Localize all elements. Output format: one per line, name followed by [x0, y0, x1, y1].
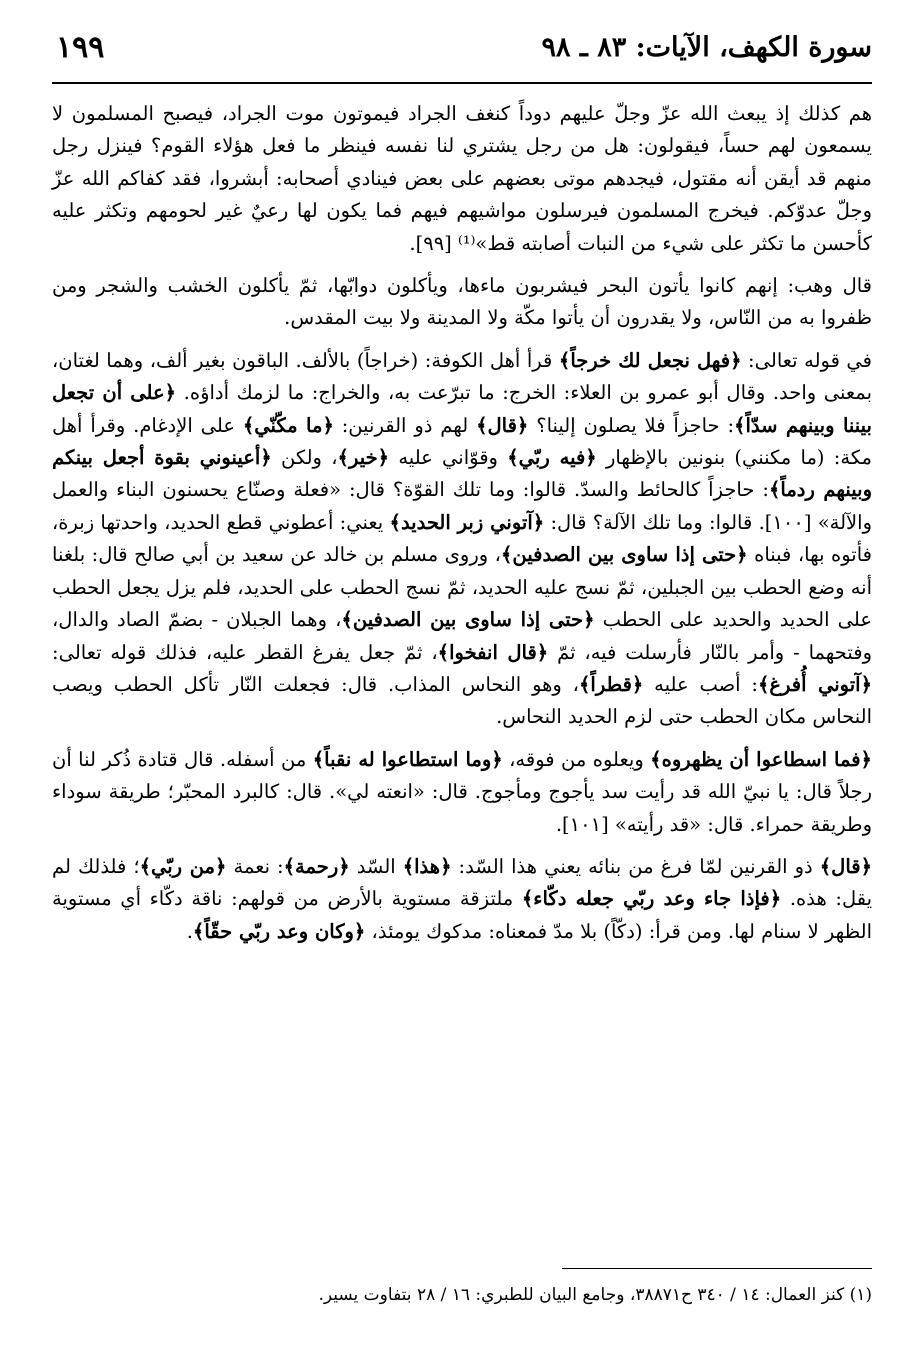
paragraph — [52, 744, 872, 841]
paragraph-text: وقوّاني عليه — [389, 446, 508, 470]
paragraph-text: هم كذلك إذ يبعث الله عزّ وجلّ عليهم دوداً كنغف الجراد فيموتون موت الجراد، فيصبح المسلمون لا يسمعون لهم حساً، فيقولون: هل من رجل يشتري لنا نفسه فينظر ما فعل هؤلاء القوم؟ فينزل رجل منهم قد أيقن أنه مقتول، فيجدهم موتى بعضهم على بعض فينادي أصحابه: أبشروا، فقد كفاكم الله عزّ وجلّ عدوّكم. فيخرج المسلمون فيرسلون مواشيهم فيهم فما يكون لها رعيٌ غير لحومهم وتكثر عليه كأحسن ما تكثر على شيء من النبات أصابته قط»⁽¹⁾ [٩٩]. — [52, 102, 872, 255]
paragraph-text: السّد — [349, 854, 403, 878]
paragraph-text: ، ولكن — [271, 446, 338, 470]
quran-quote: ﴿قال﴾ — [819, 854, 873, 878]
main-text — [52, 98, 872, 948]
quran-quote: ﴿رحمة﴾ — [283, 854, 350, 878]
quran-quote: ﴿وكان وعد ربّي حقّاً﴾ — [192, 919, 366, 943]
quran-quote: ﴿قال انفخوا﴾ — [437, 640, 549, 664]
quran-quote: ﴿هذا﴾ — [402, 854, 452, 878]
paragraph-text: في قوله تعالى: — [741, 348, 872, 372]
paragraph — [52, 98, 872, 260]
quran-quote: ﴿ما مكّنّي﴾ — [242, 413, 334, 437]
paragraph-text: قال وهب: إنهم كانوا يأتون البحر فيشربون ماءها، ويأكلون دوابّها، ثمّ يأكلون الخشب والشجر ومن ظفروا به من النّاس، ولا يقدرون أن يأتوا مكّة ولا المدينة ولا بيت المقدس. — [52, 274, 872, 330]
surah-title: سورة الكهف، الآيات: ٨٣ ـ ٩٨ — [541, 32, 872, 63]
paragraph-text: ؛ فلذلك لم يقل: هذه. — [52, 854, 873, 911]
footnote: (١) كنز العمال: ١٤ / ٣٤٠ ح٣٨٨٧١، وجامع البيان للطبري: ١٦ / ٢٨ بتفاوت يسير. — [318, 1285, 872, 1305]
paragraph — [52, 851, 872, 948]
paragraph-text: . — [186, 919, 193, 943]
paragraph-text: ، وهما الجبلان - بضمّ الصاد والدال، وفتحهما - وأمر بالنّار فأرسلت فيه، ثمّ — [52, 608, 872, 664]
quran-quote: ﴿فهل نجعل لك خرجاً﴾ — [558, 348, 742, 372]
paragraph-text: : أصب عليه — [643, 672, 758, 696]
paragraph-text: يعني: أعطوني قطع الحديد، واحدتها زبرة، فأتوه بها، فبناه — [52, 510, 872, 567]
paragraph-text: ويعلوه من فوقه، — [502, 747, 651, 771]
paragraph-text: ، وهو النحاس المذاب. قال: فجعلت النّار تأكل الحطب ويصب النحاس مكان الحطب حتى لزم الحديد النحاس. — [52, 672, 872, 729]
paragraph-text: لهم ذو القرنين: — [333, 413, 477, 437]
quran-quote: ﴿قطراً﴾ — [578, 672, 644, 696]
paragraph-text: على الإدغام. وقرأ أهل مكة: (ما مكنني) بنونين بالإظهار — [52, 413, 872, 470]
page-number: ١٩٩ — [56, 30, 105, 65]
paragraph-text: قرأ أهل الكوفة: (خراجاً) بالألف. الباقون بغير ألف، وهما لغتان، بمعنى واحد. وقال أبو عمرو بن العلاء: الخرج: ما تبرّعت به، والخراج: ما لزمك أداؤه. — [52, 348, 872, 405]
running-header — [52, 30, 872, 84]
paragraph — [52, 270, 872, 335]
paragraph-text: : حاجزاً فلا يصلون إلينا؟ — [528, 413, 735, 437]
paragraph-text: : حاجزاً كالحائط والسدّ. قالوا: وما تلك القوّة؟ قال: «فعلة وصنّاع يحسنون البناء والعمل والآلة» [١٠٠]. قالوا: وما تلك الآلة؟ قال: — [52, 478, 873, 534]
quran-quote: ﴿فإذا جاء وعد ربّي جعله دكّاء﴾ — [521, 887, 782, 911]
quran-quote: ﴿خير﴾ — [337, 446, 390, 470]
paragraph-text: ذو القرنين لمّا فرغ من بنائه يعني هذا السّد: — [451, 854, 820, 878]
quran-quote: ﴿آتوني أُفرغ﴾ — [757, 672, 872, 696]
quran-quote: ﴿قال﴾ — [476, 413, 529, 437]
quran-quote: ﴿أعينوني بقوة أجعل بينكم وبينهم ردماً﴾ — [52, 446, 872, 502]
quran-quote: ﴿من ربّي﴾ — [139, 854, 227, 878]
paragraph-text: ملتزقة مستوية بالأرض من قولهم: ناقة دكّاء أي مستوية الظهر لا سنام لها. ومن قرأ: (دكّاً) بلا مدّ فمعناه: مدكوك يومئذ، — [52, 887, 872, 943]
book-page — [52, 30, 872, 1350]
quran-quote: ﴿حتى إذا ساوى بين الصدفين﴾ — [500, 543, 748, 567]
paragraph — [52, 345, 872, 734]
paragraph-text: ، وروى مسلم بن خالد عن سعيد بن أبي صالح قال: بلغنا أنه وضع الحطب بين الجبلين، ثمّ نسج عليه الحديد، ثمّ نسج الحطب على الحديد، فلم يزل يجعل الحطب على الحديد والحديد على الحطب — [52, 543, 873, 632]
paragraph-text: ، ثمّ جعل يفرغ القطر عليه، فذلك قوله تعالى: — [52, 640, 438, 664]
quran-quote: ﴿فيه ربّي﴾ — [507, 446, 597, 470]
quran-quote: ﴿حتى إذا ساوى بين الصدفين﴾ — [341, 608, 595, 632]
quran-quote: ﴿آتوني زبر الحديد﴾ — [389, 510, 545, 534]
quran-quote: ﴿وما استطاعوا له نقباً﴾ — [312, 747, 503, 771]
paragraph-text: من أسفله. قال قتادة ذُكر لنا أن رجلاً قال: يا نبيّ الله قد رأيت سد يأجوج ومأجوج. قال: «انعته لي». قال: كالبرد المحبّر؛ طريقة سوداء وطريقة حمراء. قال: «قد رأيته» [١٠١]. — [52, 747, 872, 836]
quran-quote: ﴿على أن تجعل بيننا وبينهم سدّاً﴾ — [52, 381, 872, 437]
quran-quote: ﴿فما اسطاعوا أن يظهروه﴾ — [650, 747, 872, 771]
footnote-divider — [562, 1268, 872, 1269]
paragraph-text: : نعمة — [226, 854, 284, 878]
